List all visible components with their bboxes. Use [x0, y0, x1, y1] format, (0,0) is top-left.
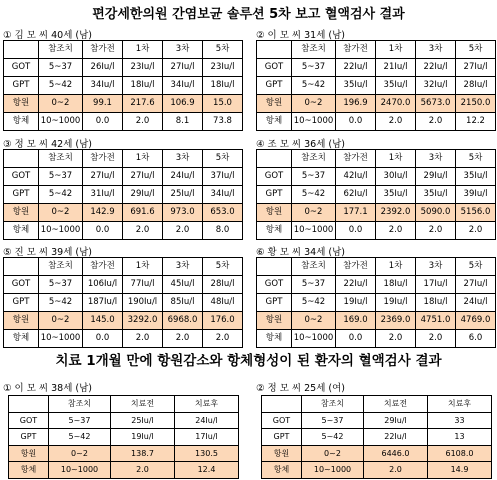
value-cell: 138.7	[111, 445, 175, 462]
row-label: GPT	[262, 429, 302, 446]
patient-label: ② 정 모 씨 25세 (여)	[256, 383, 346, 394]
value-cell: 18Iu/l	[123, 77, 163, 95]
row-label: 항체	[257, 222, 292, 240]
table-row	[4, 168, 243, 186]
value-cell: 13	[428, 429, 492, 446]
value-cell: 5156.0	[456, 204, 496, 222]
value-cell: 5~37	[302, 412, 364, 429]
table-row	[4, 330, 243, 348]
value-cell: 5~42	[302, 429, 364, 446]
value-cell: 27Iu/l	[123, 168, 163, 186]
value-cell: 106Iu/l	[83, 276, 123, 294]
value-cell: 17Iu/l	[416, 276, 456, 294]
value-cell: 2.0	[376, 330, 416, 348]
panel-3	[3, 136, 243, 240]
value-cell: 12.4	[175, 462, 239, 479]
table-row	[262, 445, 492, 462]
value-cell: 0~2	[39, 312, 83, 330]
table-row	[257, 276, 496, 294]
patient-label: ⑤ 진 모 씨 39세 (남)	[3, 247, 93, 258]
column-header: 참가전	[83, 41, 123, 59]
row-label: GOT	[4, 168, 39, 186]
column-header: 참조치	[302, 396, 364, 413]
value-cell: 31Iu/l	[83, 186, 123, 204]
row-label: GPT	[4, 77, 39, 95]
value-cell: 73.8	[203, 113, 243, 131]
column-header: 참조치	[49, 396, 111, 413]
value-cell: 142.9	[83, 204, 123, 222]
value-cell: 24Iu/l	[456, 294, 496, 312]
value-cell: 6.0	[456, 330, 496, 348]
value-cell: 35Iu/l	[336, 77, 376, 95]
column-header: 3차	[416, 41, 456, 59]
column-header: 치료전	[364, 396, 428, 413]
table-row	[262, 462, 492, 479]
table-row	[257, 312, 496, 330]
value-cell: 18Iu/l	[416, 294, 456, 312]
value-cell: 2.0	[416, 113, 456, 131]
table-row	[257, 204, 496, 222]
row-label: 항원	[257, 95, 292, 113]
value-cell: 0.0	[336, 222, 376, 240]
column-header: 참가전	[83, 258, 123, 276]
value-cell: 27Iu/l	[456, 59, 496, 77]
value-cell: 2.0	[203, 330, 243, 348]
value-cell: 5~37	[292, 168, 336, 186]
result-table	[256, 257, 496, 348]
panel-1	[3, 27, 243, 131]
value-cell: 5~37	[39, 168, 83, 186]
value-cell: 4769.0	[456, 312, 496, 330]
table-row	[262, 412, 492, 429]
table-row	[257, 330, 496, 348]
value-cell: 26Iu/l	[83, 59, 123, 77]
value-cell: 5~37	[49, 412, 111, 429]
value-cell: 5~42	[292, 77, 336, 95]
row-label: 항체	[262, 462, 302, 479]
panel-6	[256, 244, 496, 348]
corner-cell	[4, 150, 39, 168]
value-cell: 5~42	[49, 429, 111, 446]
column-header: 5차	[456, 41, 496, 59]
corner-cell	[4, 258, 39, 276]
result-table	[3, 40, 243, 131]
patient-label: ② 이 모 씨 31세 (남)	[256, 30, 346, 41]
value-cell: 10~1000	[39, 330, 83, 348]
row-label: GOT	[257, 168, 292, 186]
value-cell: 23Iu/l	[203, 59, 243, 77]
panel-4	[256, 136, 496, 240]
value-cell: 27Iu/l	[163, 59, 203, 77]
value-cell: 18Iu/l	[376, 276, 416, 294]
value-cell: 29Iu/l	[123, 186, 163, 204]
column-header: 3차	[163, 41, 203, 59]
value-cell: 0.0	[83, 222, 123, 240]
value-cell: 2.0	[163, 222, 203, 240]
value-cell: 35Iu/l	[376, 186, 416, 204]
value-cell: 27Iu/l	[456, 276, 496, 294]
value-cell: 145.0	[83, 312, 123, 330]
column-header: 참가전	[336, 150, 376, 168]
value-cell: 24Iu/l	[175, 412, 239, 429]
value-cell: 24Iu/l	[163, 168, 203, 186]
value-cell: 5~37	[39, 276, 83, 294]
table-row	[4, 77, 243, 95]
table-row	[9, 412, 239, 429]
value-cell: 23Iu/l	[123, 59, 163, 77]
table-row	[257, 294, 496, 312]
column-header: 참조치	[39, 41, 83, 59]
row-label: 항원	[262, 445, 302, 462]
column-header: 1차	[123, 150, 163, 168]
table-row	[257, 59, 496, 77]
value-cell: 10~1000	[302, 462, 364, 479]
value-cell: 0.0	[336, 330, 376, 348]
table-row	[9, 445, 239, 462]
table-row	[257, 113, 496, 131]
row-label: GOT	[262, 412, 302, 429]
value-cell: 3292.0	[123, 312, 163, 330]
value-cell: 653.0	[203, 204, 243, 222]
corner-cell	[257, 150, 292, 168]
value-cell: 8.0	[203, 222, 243, 240]
value-cell: 2.0	[123, 113, 163, 131]
row-label: 항체	[4, 330, 39, 348]
value-cell: 217.6	[123, 95, 163, 113]
value-cell: 2.0	[376, 222, 416, 240]
patient-label: ① 이 모 씨 38세 (남)	[3, 383, 93, 394]
column-header: 3차	[416, 258, 456, 276]
value-cell: 35Iu/l	[456, 168, 496, 186]
value-cell: 2.0	[364, 462, 428, 479]
value-cell: 5~42	[292, 186, 336, 204]
value-cell: 10~1000	[292, 330, 336, 348]
value-cell: 27Iu/l	[83, 168, 123, 186]
table-row	[4, 276, 243, 294]
row-label: GPT	[9, 429, 49, 446]
column-header: 5차	[203, 41, 243, 59]
table-row	[257, 222, 496, 240]
patient-label: ⑥ 황 모 씨 34세 (남)	[256, 247, 346, 258]
value-cell: 106.9	[163, 95, 203, 113]
corner-cell	[257, 258, 292, 276]
value-cell: 2.0	[111, 462, 175, 479]
value-cell: 2470.0	[376, 95, 416, 113]
corner-cell	[262, 396, 302, 413]
column-header: 1차	[376, 41, 416, 59]
value-cell: 37Iu/l	[203, 168, 243, 186]
value-cell: 35Iu/l	[376, 77, 416, 95]
value-cell: 0~2	[49, 445, 111, 462]
table-row	[262, 429, 492, 446]
column-header: 참가전	[83, 150, 123, 168]
value-cell: 973.0	[163, 204, 203, 222]
value-cell: 32Iu/l	[416, 77, 456, 95]
table-row	[4, 113, 243, 131]
value-cell: 35Iu/l	[416, 186, 456, 204]
result-table	[3, 149, 243, 240]
row-label: 항원	[4, 95, 39, 113]
result-table	[256, 40, 496, 131]
table-row	[257, 77, 496, 95]
value-cell: 34Iu/l	[83, 77, 123, 95]
value-cell: 0~2	[39, 95, 83, 113]
table-row	[9, 462, 239, 479]
table-row	[4, 59, 243, 77]
table-row	[4, 204, 243, 222]
value-cell: 19Iu/l	[111, 429, 175, 446]
value-cell: 5~37	[39, 59, 83, 77]
column-header: 치료후	[428, 396, 492, 413]
row-label: GOT	[9, 412, 49, 429]
value-cell: 6968.0	[163, 312, 203, 330]
column-header: 치료후	[175, 396, 239, 413]
value-cell: 0~2	[292, 95, 336, 113]
row-label: 항원	[257, 312, 292, 330]
row-label: GOT	[257, 276, 292, 294]
value-cell: 29Iu/l	[364, 412, 428, 429]
value-cell: 196.9	[336, 95, 376, 113]
value-cell: 34Iu/l	[163, 77, 203, 95]
value-cell: 5~37	[292, 59, 336, 77]
row-label: 항원	[257, 204, 292, 222]
table-row	[4, 222, 243, 240]
value-cell: 5~42	[39, 186, 83, 204]
value-cell: 12.2	[456, 113, 496, 131]
table-row	[4, 186, 243, 204]
column-header: 3차	[163, 150, 203, 168]
column-header: 5차	[456, 150, 496, 168]
row-label: 항원	[4, 312, 39, 330]
column-header: 참가전	[336, 41, 376, 59]
value-cell: 2392.0	[376, 204, 416, 222]
value-cell: 45Iu/l	[163, 276, 203, 294]
value-cell: 10~1000	[39, 113, 83, 131]
value-cell: 25Iu/l	[163, 186, 203, 204]
value-cell: 176.0	[203, 312, 243, 330]
value-cell: 85Iu/l	[163, 294, 203, 312]
row-label: GPT	[4, 186, 39, 204]
table-row	[257, 186, 496, 204]
column-header: 1차	[123, 258, 163, 276]
value-cell: 8.1	[163, 113, 203, 131]
value-cell: 14.9	[428, 462, 492, 479]
value-cell: 6108.0	[428, 445, 492, 462]
row-label: 항체	[257, 113, 292, 131]
column-header: 3차	[416, 150, 456, 168]
value-cell: 18Iu/l	[203, 77, 243, 95]
value-cell: 10~1000	[49, 462, 111, 479]
value-cell: 28Iu/l	[203, 276, 243, 294]
row-label: 항체	[4, 222, 39, 240]
table-row	[9, 429, 239, 446]
column-header: 1차	[123, 41, 163, 59]
value-cell: 25Iu/l	[111, 412, 175, 429]
table-row	[257, 95, 496, 113]
value-cell: 190Iu/l	[123, 294, 163, 312]
value-cell: 22Iu/l	[336, 59, 376, 77]
row-label: 항체	[4, 113, 39, 131]
value-cell: 5~42	[39, 294, 83, 312]
column-header: 참가전	[336, 258, 376, 276]
bottom-panel-1	[3, 380, 243, 478]
value-cell: 5~42	[292, 294, 336, 312]
column-header: 3차	[163, 258, 203, 276]
value-cell: 22Iu/l	[364, 429, 428, 446]
value-cell: 2.0	[456, 222, 496, 240]
value-cell: 0.0	[83, 113, 123, 131]
bottom-panel-2	[256, 380, 496, 478]
value-cell: 2.0	[163, 330, 203, 348]
value-cell: 21Iu/l	[376, 59, 416, 77]
value-cell: 2150.0	[456, 95, 496, 113]
value-cell: 169.0	[336, 312, 376, 330]
value-cell: 17Iu/l	[175, 429, 239, 446]
value-cell: 19Iu/l	[376, 294, 416, 312]
value-cell: 6446.0	[364, 445, 428, 462]
value-cell: 2369.0	[376, 312, 416, 330]
value-cell: 10~1000	[39, 222, 83, 240]
value-cell: 0~2	[39, 204, 83, 222]
section-title: 치료 1개월 만에 항원감소와 항체형성이 된 환자의 혈액검사 결과	[55, 353, 442, 369]
value-cell: 15.0	[203, 95, 243, 113]
value-cell: 2.0	[123, 222, 163, 240]
column-header: 참조치	[292, 150, 336, 168]
panel-5	[3, 244, 243, 348]
value-cell: 30Iu/l	[376, 168, 416, 186]
column-header: 참조치	[292, 258, 336, 276]
column-header: 5차	[203, 258, 243, 276]
value-cell: 0.0	[336, 113, 376, 131]
result-table	[8, 395, 239, 479]
row-label: 항체	[257, 330, 292, 348]
column-header: 1차	[376, 150, 416, 168]
value-cell: 2.0	[416, 222, 456, 240]
patient-label: ④ 조 모 씨 36세 (남)	[256, 139, 346, 150]
table-row	[4, 312, 243, 330]
row-label: 항체	[9, 462, 49, 479]
page-title: 편강세한의원 간염보균 솔루션 5차 보고 혈액검사 결과	[92, 7, 405, 22]
value-cell: 4751.0	[416, 312, 456, 330]
value-cell: 2.0	[376, 113, 416, 131]
row-label: GOT	[257, 59, 292, 77]
value-cell: 10~1000	[292, 113, 336, 131]
row-label: GPT	[257, 294, 292, 312]
column-header: 5차	[203, 150, 243, 168]
value-cell: 130.5	[175, 445, 239, 462]
value-cell: 19Iu/l	[336, 294, 376, 312]
result-table	[261, 395, 492, 479]
value-cell: 10~1000	[292, 222, 336, 240]
table-row	[4, 294, 243, 312]
value-cell: 42Iu/l	[336, 168, 376, 186]
value-cell: 28Iu/l	[456, 77, 496, 95]
value-cell: 5090.0	[416, 204, 456, 222]
table-row	[4, 95, 243, 113]
result-table	[256, 149, 496, 240]
panel-2	[256, 27, 496, 131]
value-cell: 99.1	[83, 95, 123, 113]
result-table	[3, 257, 243, 348]
value-cell: 62Iu/l	[336, 186, 376, 204]
row-label: GPT	[257, 77, 292, 95]
value-cell: 77Iu/l	[123, 276, 163, 294]
table-row	[257, 168, 496, 186]
column-header: 1차	[376, 258, 416, 276]
value-cell: 0~2	[302, 445, 364, 462]
row-label: GPT	[257, 186, 292, 204]
column-header: 5차	[456, 258, 496, 276]
value-cell: 5673.0	[416, 95, 456, 113]
value-cell: 0.0	[83, 330, 123, 348]
value-cell: 33	[428, 412, 492, 429]
value-cell: 48Iu/l	[203, 294, 243, 312]
column-header: 참조치	[292, 41, 336, 59]
patient-label: ③ 정 모 씨 42세 (남)	[3, 139, 93, 150]
row-label: GPT	[4, 294, 39, 312]
column-header: 참조치	[39, 150, 83, 168]
corner-cell	[4, 41, 39, 59]
row-label: 항원	[4, 204, 39, 222]
value-cell: 5~37	[292, 276, 336, 294]
value-cell: 34Iu/l	[203, 186, 243, 204]
patient-label: ① 김 모 씨 40세 (남)	[3, 30, 93, 41]
value-cell: 29Iu/l	[416, 168, 456, 186]
value-cell: 2.0	[123, 330, 163, 348]
value-cell: 0~2	[292, 312, 336, 330]
value-cell: 177.1	[336, 204, 376, 222]
corner-cell	[257, 41, 292, 59]
corner-cell	[9, 396, 49, 413]
value-cell: 5~42	[39, 77, 83, 95]
value-cell: 691.6	[123, 204, 163, 222]
value-cell: 187Iu/l	[83, 294, 123, 312]
row-label: GOT	[4, 276, 39, 294]
value-cell: 22Iu/l	[336, 276, 376, 294]
column-header: 참조치	[39, 258, 83, 276]
value-cell: 39Iu/l	[456, 186, 496, 204]
value-cell: 0~2	[292, 204, 336, 222]
value-cell: 2.0	[416, 330, 456, 348]
row-label: 항원	[9, 445, 49, 462]
column-header: 치료전	[111, 396, 175, 413]
row-label: GOT	[4, 59, 39, 77]
value-cell: 22Iu/l	[416, 59, 456, 77]
